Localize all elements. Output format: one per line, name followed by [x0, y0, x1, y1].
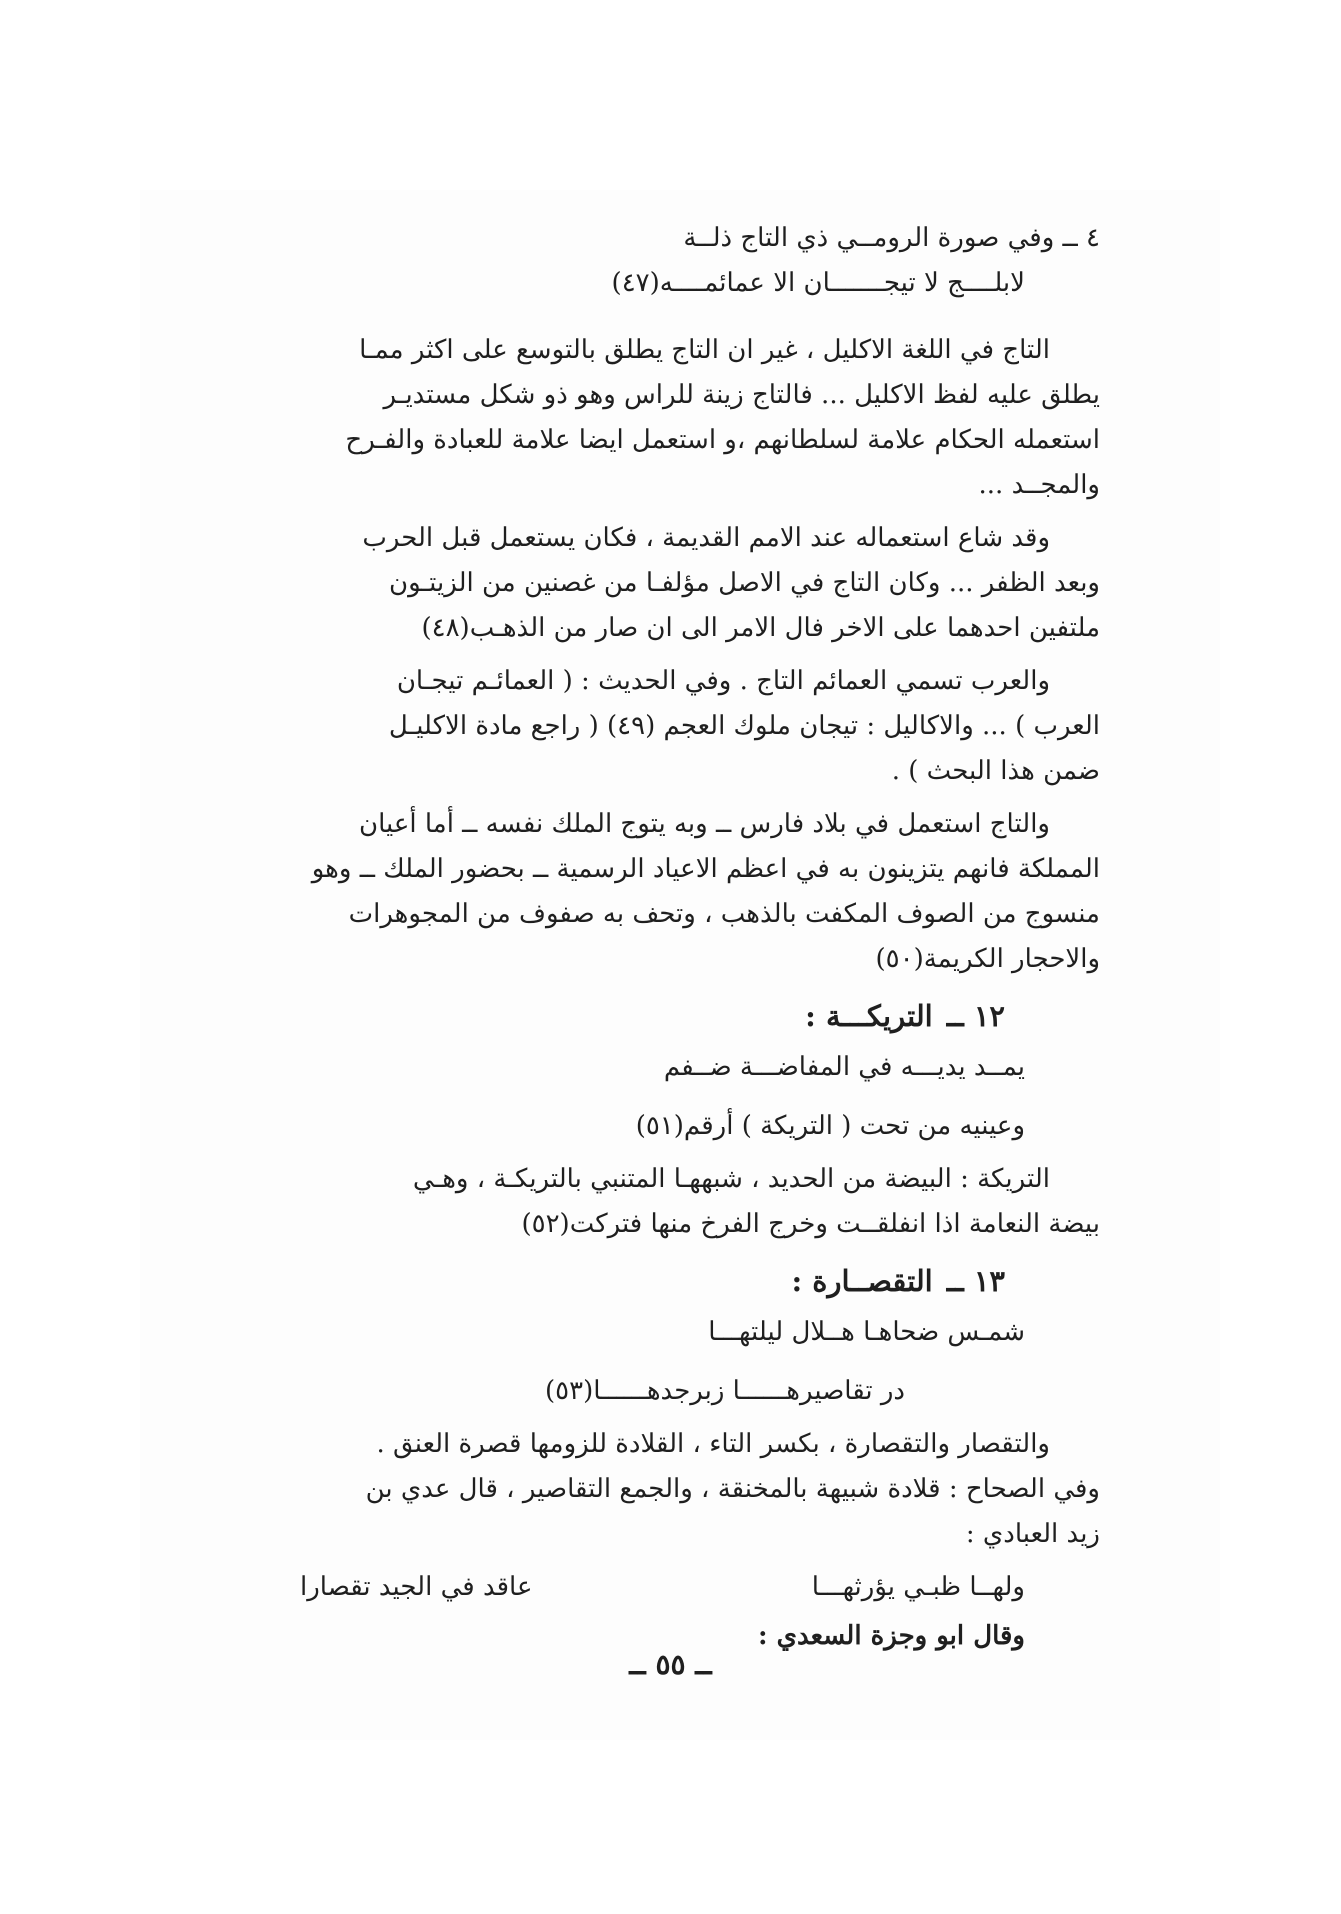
couplet-first-hemistich: ولهــا ظبـي يؤرثهـــا — [811, 1572, 1025, 1602]
section-number: ١٣ ــ — [946, 1264, 1005, 1298]
paragraph-taj-history — [230, 516, 1100, 651]
section-title: التقصــارة : — [791, 1264, 933, 1298]
paragraph-line: التاج في اللغة الاكليل ، غير ان التاج يطلق بالتوسع على اكثر ممـا — [359, 335, 1050, 365]
section-heading-12 — [230, 994, 1100, 1039]
verse-4 — [230, 216, 1100, 306]
paragraph-line: بيضة النعامة اذا انفلقــت وخرج الفرخ منها فتركت(٥٢) — [521, 1209, 1100, 1239]
paragraph-line: والتقصار والتقصارة ، بكسر التاء ، القلادة للزومها قصرة العنق . — [376, 1429, 1050, 1459]
verse-13 — [230, 1310, 1100, 1414]
paragraph-line: العرب ) ... والاكاليل : تيجان ملوك العجم (٤٩) ( راجع مادة الاكليـل — [388, 711, 1100, 741]
paragraph-taqsara — [230, 1422, 1100, 1557]
verse-12 — [230, 1045, 1100, 1149]
paragraph-line: وبعد الظفر ... وكان التاج في الاصل مؤلفـا من غصنين من الزيتـون — [389, 568, 1100, 598]
paragraph-line: ضمن هذا البحث ) . — [891, 756, 1100, 786]
paragraph-line: والعرب تسمي العمائم التاج . وفي الحديث : ( العمائـم تيجـان — [396, 666, 1050, 696]
section-number: ١٢ ــ — [946, 999, 1005, 1033]
paragraph-tarika — [230, 1157, 1100, 1247]
paragraph-line: والاحجار الكريمة(٥٠) — [875, 944, 1100, 974]
paragraph-line: يطلق عليه لفظ الاكليل ... فالتاج زينة للراس وهو ذو شكل مستديـر — [383, 380, 1100, 410]
couplet-adi — [230, 1565, 1100, 1610]
verse-line: يمــد يديـــه في المفاضـــة ضــفم — [663, 1052, 1025, 1082]
paragraph-line: استعمله الحكام علامة لسلطانهم ،و استعمل ايضا علامة للعبادة والفـرح — [345, 425, 1100, 455]
closing-line: وقال ابو وجزة السعدي : — [758, 1621, 1025, 1651]
page-number: ــ ٥٥ ــ — [629, 1648, 712, 1681]
paragraph-line: وقد شاع استعماله عند الامم القديمة ، فكان يستعمل قبل الحرب — [362, 523, 1050, 553]
verse-line: وعينيه من تحت ( التريكة ) أرقم(٥١) — [635, 1111, 1025, 1141]
paragraph-line: المملكة فانهم يتزينون به في اعظم الاعياد الرسمية ــ بحضور الملك ــ وهو — [311, 854, 1100, 884]
paragraph-line: وفي الصحاح : قلادة شبيهة بالمخنقة ، والجمع التقاصير ، قال عدي بن — [365, 1474, 1100, 1504]
paragraph-line: زيد العبادي : — [965, 1519, 1100, 1549]
paragraph-taj-persia — [230, 802, 1100, 982]
verse-line: لابلــــج لا تيجـــــــان الا عمائمــــه(٤٧) — [611, 268, 1025, 298]
paragraph-taj-definition — [230, 328, 1100, 508]
couplet-second-hemistich: عاقد في الجيد تقصارا — [300, 1572, 533, 1602]
verse-line: ٤ ــ وفي صورة الرومــي ذي التاج ذلــة — [683, 223, 1100, 253]
paragraph-line: منسوج من الصوف المكفت بالذهب ، وتحف به صفوف من المجوهرات — [348, 899, 1100, 929]
section-title: التريكـــة : — [805, 999, 933, 1033]
section-heading-13 — [230, 1259, 1100, 1304]
verse-line: شمـس ضحاهـا هــلال ليلتهـــا — [708, 1317, 1025, 1347]
paragraph-taj-arabs — [230, 659, 1100, 794]
verse-line: در تقاصيرهــــــا زبرجدهــــــا(٥٣) — [544, 1376, 905, 1406]
paragraph-line: التريكة : البيضة من الحديد ، شبههـا المتنبي بالتريكـة ، وهـي — [412, 1164, 1050, 1194]
paragraph-line: والتاج استعمل في بلاد فارس ــ وبه يتوج الملك نفسه ــ أما أعيان — [358, 809, 1050, 839]
document-body — [230, 216, 1100, 1659]
paragraph-line: والمجــد ... — [978, 470, 1100, 500]
paragraph-line: ملتفين احدهما على الاخر فال الامر الى ان صار من الذهـب(٤٨) — [421, 613, 1100, 643]
